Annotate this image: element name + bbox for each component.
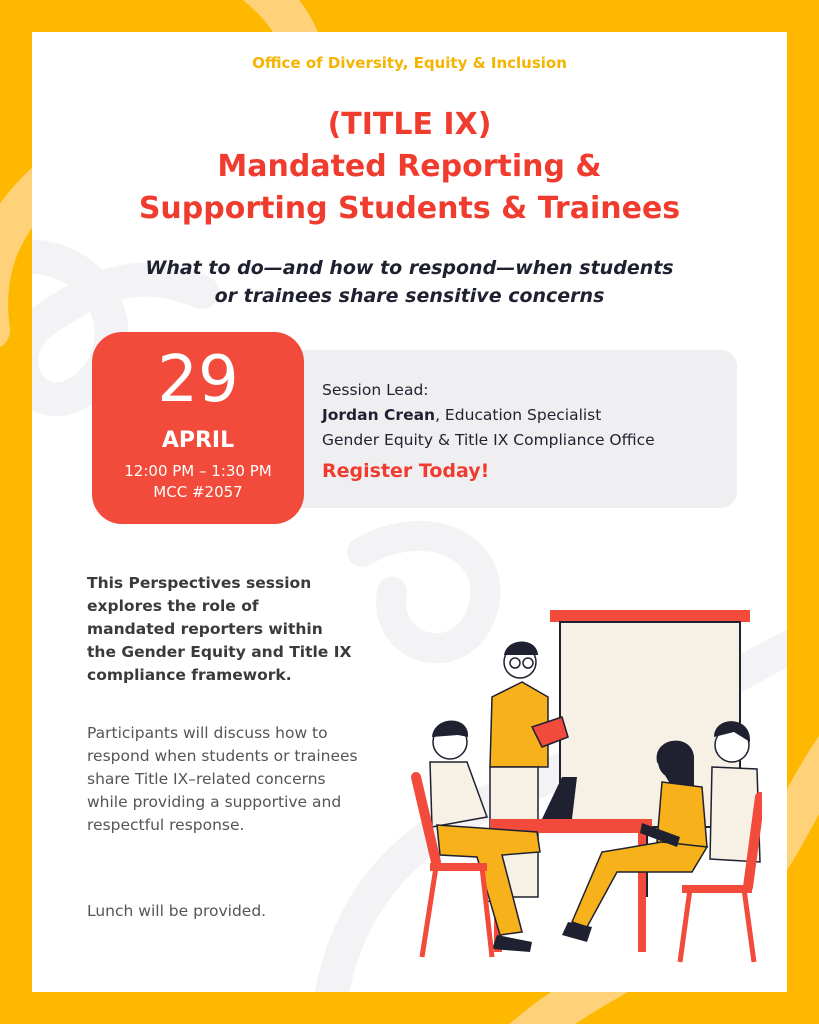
lead-office: Gender Equity & Title IX Compliance Office [322,431,655,449]
office-name: Office of Diversity, Equity & Inclusion [252,54,567,72]
title-line-3: Supporting Students & Trainees [138,191,681,226]
subtitle-line-2: or trainees share sensitive concerns [214,285,605,307]
lunch-text: Lunch will be provided. [87,902,267,920]
session-lead-label: Session Lead: [322,381,429,399]
session-lead [322,378,732,453]
whiteboard-top-bar [550,610,750,622]
subtitle-line-1: What to do—and how to respond—when students [145,257,674,279]
meeting-illustration [372,597,762,977]
event-room: MCC #2057 [153,483,243,501]
date-badge [92,332,304,524]
laptop [542,777,577,819]
register-link[interactable]: Register Today! [322,460,490,482]
title-line-2: Mandated Reporting & [217,149,602,184]
subtitle [92,254,727,310]
intro-text: This Perspectives session explores the role of mandated reporters within the Gender Equity and Title IX compliance framework. [87,574,352,684]
details-text: Participants will discuss how to respond when students or trainees share Title IX–related concerns while providing a supportive and respectful response. [87,724,358,834]
flyer-card [32,32,787,992]
session-lead-line [322,403,732,428]
event-month: APRIL [161,428,235,453]
event-day: 29 [157,343,239,417]
lead-name: Jordan Crean [322,406,436,424]
page-title [32,104,787,230]
lead-role: , Education Specialist [435,406,602,424]
title-line-1: (TITLE IX) [327,107,492,142]
event-time: 12:00 PM – 1:30 PM [124,462,272,480]
